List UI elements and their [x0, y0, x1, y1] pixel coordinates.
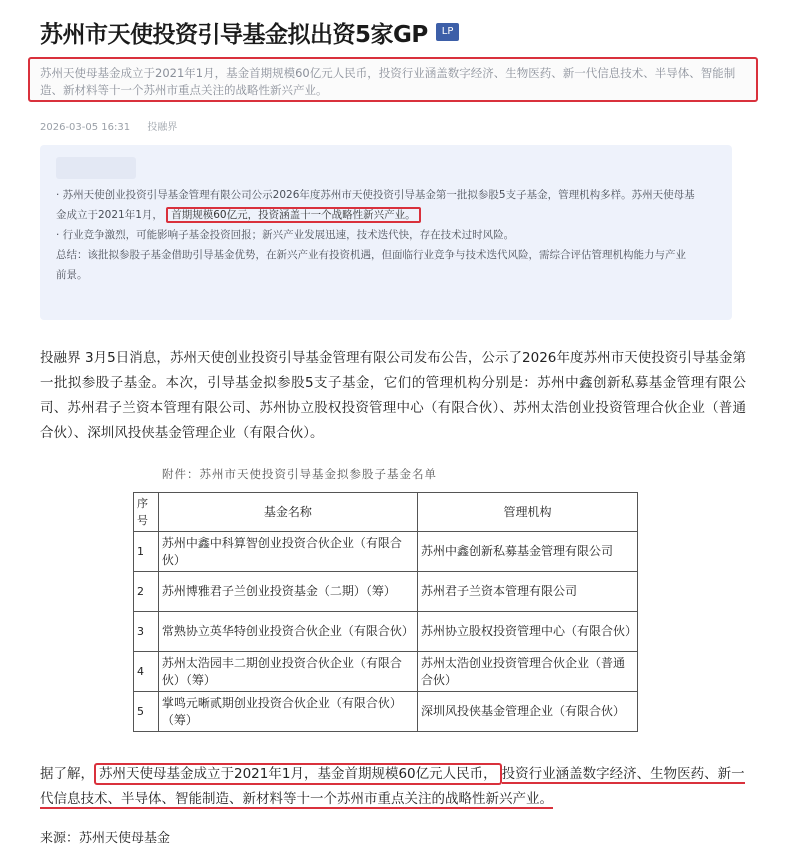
- ai-summary-highlight: 首期规模60亿元，投资涵盖十一个战略性新兴产业。: [166, 207, 420, 223]
- article-title: 苏州市天使投资引导基金拟出资5家GP: [40, 21, 428, 48]
- row-manager: 苏州协立股权投资管理中心（有限合伙）: [417, 612, 637, 652]
- lp-tag-badge[interactable]: LP: [436, 23, 460, 41]
- row-fund-name: 常熟协立英华特创业投资合伙企业（有限合伙）: [158, 612, 417, 652]
- closing-underlined-highlight: 投资行业涵盖数字经济、生物医药、新一代信息技术、半导体、智能制造、新材料等十一个苏州市重点关注的战略性新兴产业。: [40, 766, 745, 807]
- ai-summary-line: [56, 205, 716, 225]
- ai-summary-line: 前景。: [56, 269, 88, 281]
- ai-summary-panel: [40, 145, 732, 320]
- closing-paragraph: [40, 762, 750, 812]
- article-meta: [40, 118, 177, 133]
- row-fund-name: 苏州博雅君子兰创业投资基金（二期）（筹）: [158, 572, 417, 612]
- fund-list-table: [133, 492, 638, 732]
- ai-summary-text: 金成立于2021年1月，: [56, 209, 163, 221]
- ai-summary-header: [56, 157, 136, 179]
- row-fund-name: 苏州中鑫中科算智创业投资合伙企业（有限合伙）: [158, 532, 417, 572]
- row-no: 2: [134, 572, 159, 612]
- row-no: 5: [134, 692, 159, 732]
- row-no: 4: [134, 652, 159, 692]
- row-no: 3: [134, 612, 159, 652]
- header-no: 序号: [134, 493, 159, 532]
- source-line: 来源：苏州天使母基金: [40, 831, 171, 846]
- row-fund-name: 苏州太浩园丰二期创业投资合伙企业（有限合伙）（筹）: [158, 652, 417, 692]
- row-manager: 深圳风投侠基金管理企业（有限合伙）: [417, 692, 637, 732]
- publish-date: 2026-03-05 16:31: [40, 122, 131, 133]
- header-manager: 管理机构: [417, 493, 637, 532]
- closing-lead: 据了解，: [40, 766, 94, 782]
- table-row: [134, 532, 638, 572]
- closing-boxed-highlight: 苏州天使母基金成立于2021年1月，基金首期规模60亿元人民币，: [94, 763, 502, 785]
- ai-summary-line: · 苏州天使创业投资引导基金管理有限公司公示2026年度苏州市天使投资引导基金第一批拟参股5支子基金，管理机构多样。苏州天使母基: [56, 189, 695, 201]
- table-row: [134, 572, 638, 612]
- source-link[interactable]: 投融界: [147, 122, 178, 133]
- table-row: [134, 612, 638, 652]
- table-header-row: [134, 493, 638, 532]
- row-manager: 苏州中鑫创新私募基金管理有限公司: [417, 532, 637, 572]
- row-no: 1: [134, 532, 159, 572]
- article-header: [40, 12, 459, 52]
- table-row: [134, 692, 638, 732]
- ai-summary-line: 总结：该批拟参股子基金借助引导基金优势，在新兴产业有投资机遇，但面临行业竞争与技术迭代风险，需综合评估管理机构能力与产业: [56, 249, 686, 261]
- ai-summary-line: · 行业竞争激烈，可能影响子基金投资回报；新兴产业发展迅速，技术迭代快，存在技术过时风险。: [56, 229, 515, 241]
- row-manager: 苏州太浩创业投资管理合伙企业（普通合伙）: [417, 652, 637, 692]
- attachment-title: 附件：苏州市天使投资引导基金拟参股子基金名单: [162, 467, 437, 481]
- row-manager: 苏州君子兰资本管理有限公司: [417, 572, 637, 612]
- table-row: [134, 652, 638, 692]
- header-fund-name: 基金名称: [158, 493, 417, 532]
- article-summary: 苏州天使母基金成立于2021年1月，基金首期规模60亿元人民币，投资行业涵盖数字经济、生物医药、新一代信息技术、半导体、智能制造、新材料等十一个苏州市重点关注的战略性新兴产业。: [28, 57, 758, 102]
- body-paragraph: 投融界 3月5日消息，苏州天使创业投资引导基金管理有限公司发布公告，公示了2026年度苏州市天使投资引导基金第一批拟参股子基金。本次，引导基金拟参股5支子基金，它们的管理机构分别是：苏州中鑫创新私募基金管理有限公司、苏州君子兰资本管理有限公司、苏州协立股权投资管理中心（有限合伙）、苏州太浩创业投资管理合伙企业（普通合伙）、深圳风投侠基金管理企业（有限合伙）。: [40, 350, 746, 441]
- row-fund-name: 掌鸣元晰贰期创业投资合伙企业（有限合伙）（筹）: [158, 692, 417, 732]
